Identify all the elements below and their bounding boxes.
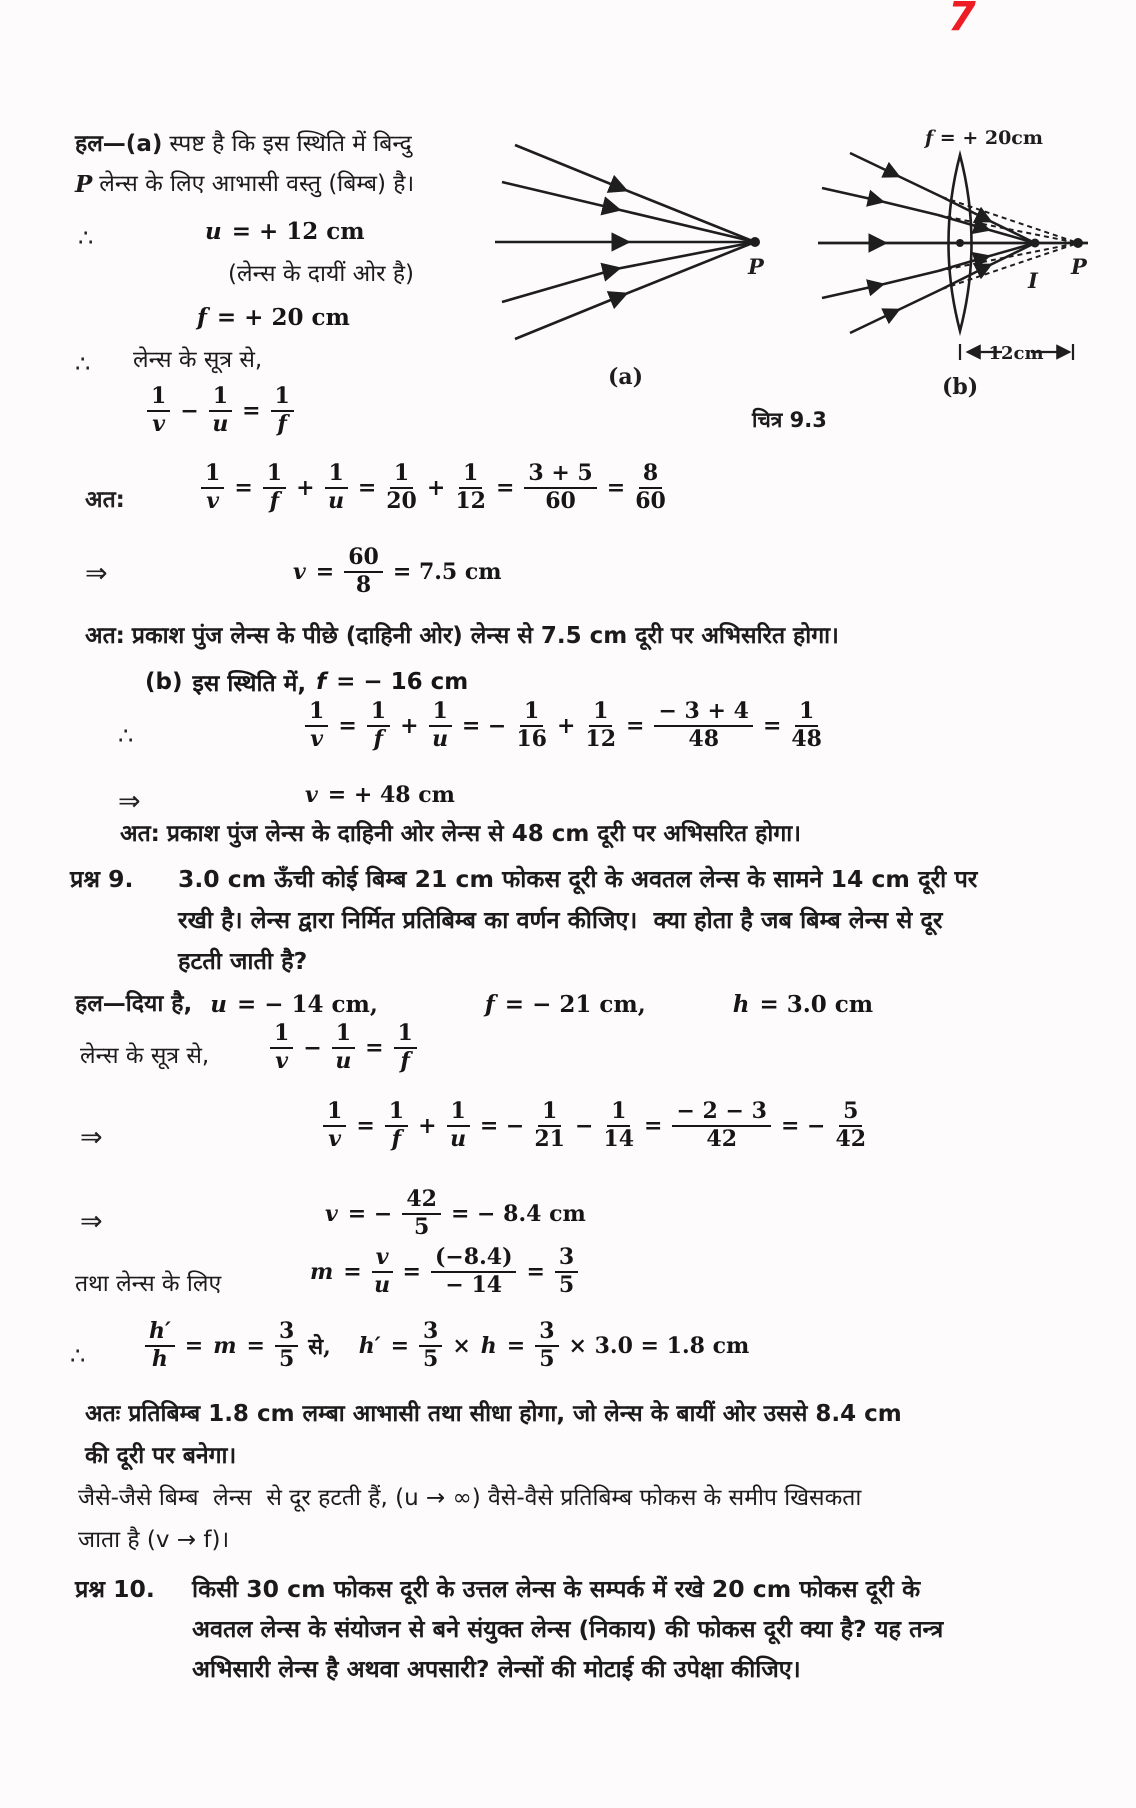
numerator: 1 <box>520 700 543 727</box>
eq-token: v <box>325 1200 338 1227</box>
eq-token: m <box>310 1258 334 1285</box>
fraction <box>654 700 752 752</box>
result9-line3: जैसे-जैसे बिम्ब लेन्स से दूर हटती हैं, (u → ∞) वैसे-वैसे प्रतिबिम्ब फोकस के समीप खिसकता <box>78 1485 862 1511</box>
ray-diagram-b <box>788 98 1136 404</box>
sol8-intro-text: स्पष्ट है कि इस स्थिति में बिन्दु <box>169 131 412 157</box>
atah-label: अत: <box>120 821 160 847</box>
numerator: 8 <box>639 462 662 489</box>
denominator: 5 <box>558 1271 575 1298</box>
eq-token: = + 20 cm <box>216 304 350 331</box>
eq-token: = <box>246 1332 265 1359</box>
numerator: 1 <box>429 700 452 727</box>
denominator: h <box>151 1345 168 1372</box>
denominator: 60 <box>635 487 666 514</box>
denominator: v <box>310 725 324 752</box>
implies-symbol: ⇒ <box>85 558 108 589</box>
fraction <box>305 700 328 752</box>
eq-token: = <box>506 1332 526 1359</box>
denominator: u <box>432 725 449 752</box>
given-u <box>205 990 383 1020</box>
denominator: 5 <box>423 1345 439 1372</box>
var-P: P <box>75 171 93 198</box>
denominator: f <box>373 725 384 752</box>
eq-token: = <box>606 474 626 501</box>
denominator: f <box>277 410 287 437</box>
eq-token: = + 12 cm <box>231 218 365 245</box>
eq-token: इस स्थिति में, <box>192 671 307 697</box>
numerator: 1 <box>325 462 348 489</box>
eq-token: = 3.0 cm <box>759 991 874 1018</box>
eq-token: + <box>418 1112 437 1139</box>
numerator: − 2 − 3 <box>672 1100 770 1127</box>
question10-line1: किसी 30 cm फोकस दूरी के उत्तल लेन्स के सम्पर्क में रखे 20 cm फोकस दूरी के <box>192 1575 921 1603</box>
eq-token: = 7.5 cm <box>392 558 502 585</box>
image-I-label: I <box>1028 268 1038 293</box>
fraction <box>402 1188 441 1240</box>
denominator: − 14 <box>445 1271 503 1298</box>
therefore-symbol: ∴ <box>70 1342 86 1370</box>
hal-label: हल—(a) <box>75 131 163 157</box>
point-P-label: P <box>748 254 764 279</box>
eq-token: f <box>197 304 207 331</box>
dimension-label: 12cm <box>988 343 1044 364</box>
eq-token: = − <box>479 1112 525 1139</box>
eq-token: u <box>205 218 222 245</box>
eq-token: = <box>762 712 782 739</box>
fraction <box>344 546 383 598</box>
u-note: (लेन्स के दायीं ओर है) <box>228 261 415 287</box>
eq-token: + <box>296 474 315 501</box>
numerator: 1 <box>201 462 224 489</box>
point-P-dot <box>1073 238 1083 248</box>
numerator: v <box>372 1246 393 1273</box>
denominator: u <box>374 1271 391 1298</box>
numerator: 1 <box>270 1022 293 1049</box>
sol8-intro-line1 <box>75 130 412 160</box>
eq-token: = − <box>780 1112 826 1139</box>
hal-label: हल—दिया है, <box>75 991 193 1017</box>
denominator: 42 <box>706 1125 738 1152</box>
fraction <box>201 462 224 514</box>
denominator: 60 <box>545 487 576 514</box>
numerator: 1 <box>447 1100 470 1127</box>
therefore-symbol: ∴ <box>75 350 91 378</box>
fraction <box>535 1320 558 1372</box>
u-value-equation <box>200 218 370 245</box>
fraction <box>431 1246 517 1298</box>
fraction <box>635 462 666 514</box>
fraction <box>603 1100 634 1152</box>
fraction <box>386 462 417 514</box>
denominator: 8 <box>355 571 372 598</box>
numerator: 1 <box>607 1100 630 1127</box>
fraction <box>455 462 486 514</box>
point-P-dot <box>750 237 760 247</box>
fraction <box>263 462 286 514</box>
implies-symbol: ⇒ <box>80 1122 103 1153</box>
denominator: v <box>206 487 220 514</box>
point-P-label: P <box>1071 254 1087 279</box>
fraction <box>429 700 452 752</box>
fraction <box>275 1320 298 1372</box>
fraction <box>555 1246 578 1298</box>
eq-token: − <box>180 397 199 424</box>
lens-formula-intro: लेन्स के सूत्र से, <box>133 347 263 373</box>
numerator: 1 <box>147 385 170 412</box>
fraction <box>516 700 547 752</box>
eq-token: − <box>303 1034 322 1061</box>
lens-center-dot <box>956 239 964 247</box>
denominator: u <box>212 410 229 437</box>
fraction <box>270 1022 293 1074</box>
equation-b1 <box>300 700 827 752</box>
eq-token: v <box>293 558 306 585</box>
question9-line3: हटती जाती है? <box>178 947 308 975</box>
question10-line3: अभिसारी लेन्स है अथवा अपसारी? लेन्सों की मोटाई की उपेक्षा कीजिए। <box>192 1655 801 1683</box>
result-b: अत: प्रकाश पुंज लेन्स के दाहिनी ओर लेन्स से 48 cm दूरी पर अभिसरित होगा। <box>120 820 801 850</box>
fraction <box>524 462 596 514</box>
denominator: f <box>400 1047 410 1074</box>
implies-symbol: ⇒ <box>80 1206 103 1237</box>
denominator: 14 <box>603 1125 635 1152</box>
lens-formula-equation <box>142 385 299 437</box>
eq-token: u <box>210 991 227 1018</box>
fraction <box>145 1320 175 1372</box>
numerator: 1 <box>589 700 612 727</box>
eq-token: = <box>526 1258 545 1285</box>
numerator: 3 <box>555 1246 578 1273</box>
numerator: h′ <box>145 1320 175 1347</box>
figure-caption: चित्र 9.3 <box>752 408 827 432</box>
ray-line <box>822 188 938 215</box>
image-I-dot <box>1031 239 1040 248</box>
denominator: 42 <box>835 1125 867 1152</box>
denominator: 12 <box>585 725 617 752</box>
question10-label: प्रश्न 10. <box>75 1575 155 1603</box>
numerator: 1 <box>390 462 413 489</box>
denominator: 48 <box>688 725 720 752</box>
eq-token: = <box>365 1034 384 1061</box>
numerator: (−8.4) <box>431 1246 517 1273</box>
numerator: 1 <box>459 462 482 489</box>
eq-token: + <box>556 712 576 739</box>
fraction <box>209 385 232 437</box>
question9-label: प्रश्न 9. <box>70 865 134 893</box>
fraction <box>585 700 616 752</box>
eq-token: = <box>343 1258 362 1285</box>
denominator: u <box>328 487 345 514</box>
ray-line <box>515 242 755 339</box>
eq-token: h <box>480 1332 497 1359</box>
implies-symbol: ⇒ <box>118 786 141 817</box>
eq-token: = <box>495 474 515 501</box>
fraction <box>447 1100 470 1152</box>
eq-token: + <box>400 712 419 739</box>
equation-9-3 <box>320 1188 591 1240</box>
magnification-equation <box>305 1246 583 1298</box>
ray-diagram-a <box>440 106 790 396</box>
page-number: 7 <box>948 0 976 40</box>
denominator: 5 <box>539 1345 555 1372</box>
fraction <box>323 1100 346 1152</box>
fraction <box>325 462 348 514</box>
denominator: f <box>391 1125 402 1152</box>
denominator: f <box>269 487 280 514</box>
result9-line2: की दूरी पर बनेगा। <box>85 1443 237 1469</box>
eq-token: × 3.0 = 1.8 cm <box>568 1332 750 1359</box>
denominator: 20 <box>386 487 417 514</box>
equation-a2 <box>196 462 671 514</box>
eq-token: = − 21 cm, <box>504 991 646 1018</box>
denominator: 12 <box>455 487 486 514</box>
question10-line2: अवतल लेन्स के संयोजन से बने संयुक्त लेन्स (निकाय) की फोकस दूरी क्या है? यह तन्त्र <box>192 1615 944 1643</box>
eq-token: से, <box>308 1333 331 1360</box>
denominator: u <box>335 1047 352 1074</box>
eq-token: = <box>234 474 253 501</box>
denominator: v <box>152 410 166 437</box>
image-height-equation <box>140 1320 754 1372</box>
fraction <box>394 1022 417 1074</box>
eq-token: = <box>315 558 335 585</box>
eq-token: = <box>242 397 261 424</box>
question9-line1: 3.0 cm ऊँची कोई बिम्ब 21 cm फोकस दूरी के अवतल लेन्स के सामने 14 cm दूरी पर <box>178 865 978 893</box>
eq-token: = <box>390 1332 410 1359</box>
lens-formula-equation-9 <box>265 1022 422 1074</box>
ray-line <box>850 153 942 197</box>
fraction <box>367 700 390 752</box>
eq-token: = − 8.4 cm <box>450 1200 586 1227</box>
numerator: 3 <box>419 1320 442 1347</box>
numerator: 5 <box>839 1100 862 1127</box>
numerator: 1 <box>332 1022 355 1049</box>
eq-token: = <box>184 1332 204 1359</box>
eq-token: = <box>644 1112 663 1139</box>
eq-token: + <box>426 474 446 501</box>
fraction <box>385 1100 408 1152</box>
sol8-intro-text2: लेन्स के लिए आभासी वस्तु (बिम्ब) है। <box>99 171 415 197</box>
eq-token: = <box>357 474 377 501</box>
numerator: 1 <box>323 1100 346 1127</box>
sol8-intro-line2 <box>75 170 414 200</box>
denominator: 16 <box>516 725 547 752</box>
eq-token: = <box>402 1258 421 1285</box>
denominator: 5 <box>278 1345 295 1372</box>
eq-token: = <box>356 1112 375 1139</box>
numerator: 1 <box>385 1100 408 1127</box>
eq-token: = + 48 cm <box>327 782 455 808</box>
eq-token: v <box>305 782 318 808</box>
numerator: 1 <box>795 700 818 727</box>
eq-token: = <box>338 712 357 739</box>
eq-token: f <box>316 669 327 695</box>
diagram-b-label: (b) <box>942 374 979 400</box>
eq-token: = <box>626 712 645 739</box>
eq-token: × <box>452 1332 471 1359</box>
eq-token: f <box>484 991 495 1018</box>
equation-9-2 <box>318 1100 871 1152</box>
atah-label: अत: <box>85 487 125 513</box>
focal-length-label: f = + 20cm <box>925 127 1043 149</box>
result-a: अत: प्रकाश पुंज लेन्स के पीछे (दाहिनी ओर) लेन्स से 7.5 cm दूरी पर अभिसरित होगा। <box>85 622 839 652</box>
fraction <box>835 1100 866 1152</box>
eq-token: m <box>213 1332 237 1359</box>
b-heading <box>140 666 473 698</box>
numerator: 1 <box>271 385 294 412</box>
given-h <box>728 990 878 1020</box>
numerator: 42 <box>402 1188 441 1215</box>
lens-formula-intro-9: लेन्स के सूत्र से, <box>80 1043 210 1069</box>
atah-label: अत: <box>85 623 125 649</box>
f-value-equation <box>192 304 355 331</box>
equation-a3 <box>288 546 507 598</box>
numerator: 1 <box>538 1100 561 1127</box>
ray-line <box>850 289 942 333</box>
numerator: 1 <box>263 462 286 489</box>
numerator: 1 <box>367 700 390 727</box>
denominator: v <box>328 1125 342 1152</box>
given-f <box>480 990 651 1020</box>
fraction <box>672 1100 770 1152</box>
fraction <box>271 385 294 437</box>
fraction <box>332 1022 355 1074</box>
eq-token: = − <box>347 1200 393 1227</box>
result9-line4: जाता है (v → f)। <box>78 1527 230 1553</box>
therefore-symbol: ∴ <box>118 722 134 750</box>
fraction <box>419 1320 442 1372</box>
numerator: 1 <box>209 385 232 412</box>
denominator: 5 <box>413 1213 430 1240</box>
eq-token: = − 16 cm <box>336 669 469 695</box>
denominator: 21 <box>534 1125 565 1152</box>
denominator: u <box>450 1125 467 1152</box>
denominator: v <box>275 1047 289 1074</box>
numerator: 3 + 5 <box>524 462 596 489</box>
magnification-prefix: तथा लेन्स के लिए <box>75 1271 222 1297</box>
fraction <box>147 385 170 437</box>
eq-token: − <box>574 1112 594 1139</box>
fraction <box>534 1100 565 1152</box>
result9-line1: अतः प्रतिबिम्ब 1.8 cm लम्बा आभासी तथा सीधा होगा, जो लेन्स के बायीं ओर उससे 8.4 cm <box>85 1401 902 1427</box>
eq-token: h′ <box>358 1332 381 1359</box>
numerator: 1 <box>394 1022 417 1049</box>
eq-token: h <box>732 991 750 1018</box>
numerator: 60 <box>344 546 383 573</box>
numerator: 1 <box>305 700 328 727</box>
sol9-given <box>75 990 878 1020</box>
therefore-symbol: ∴ <box>78 224 94 252</box>
diagram-a-label: (a) <box>608 364 644 390</box>
denominator: 48 <box>791 725 822 752</box>
equation-b2 <box>300 782 460 808</box>
eq-token: (b) <box>145 669 183 695</box>
numerator: 3 <box>275 1320 298 1347</box>
fraction <box>372 1246 393 1298</box>
eq-token: = − 14 cm, <box>236 991 378 1018</box>
eq-token: = − <box>461 712 507 739</box>
ray-line <box>822 271 938 298</box>
question9-line2: रखी है। लेन्स द्वारा निर्मित प्रतिबिम्ब का वर्णन कीजिए। क्या होता है जब बिम्ब लेन्स से दूर <box>178 906 943 934</box>
numerator: − 3 + 4 <box>654 700 752 727</box>
numerator: 3 <box>535 1320 558 1347</box>
fraction <box>791 700 822 752</box>
